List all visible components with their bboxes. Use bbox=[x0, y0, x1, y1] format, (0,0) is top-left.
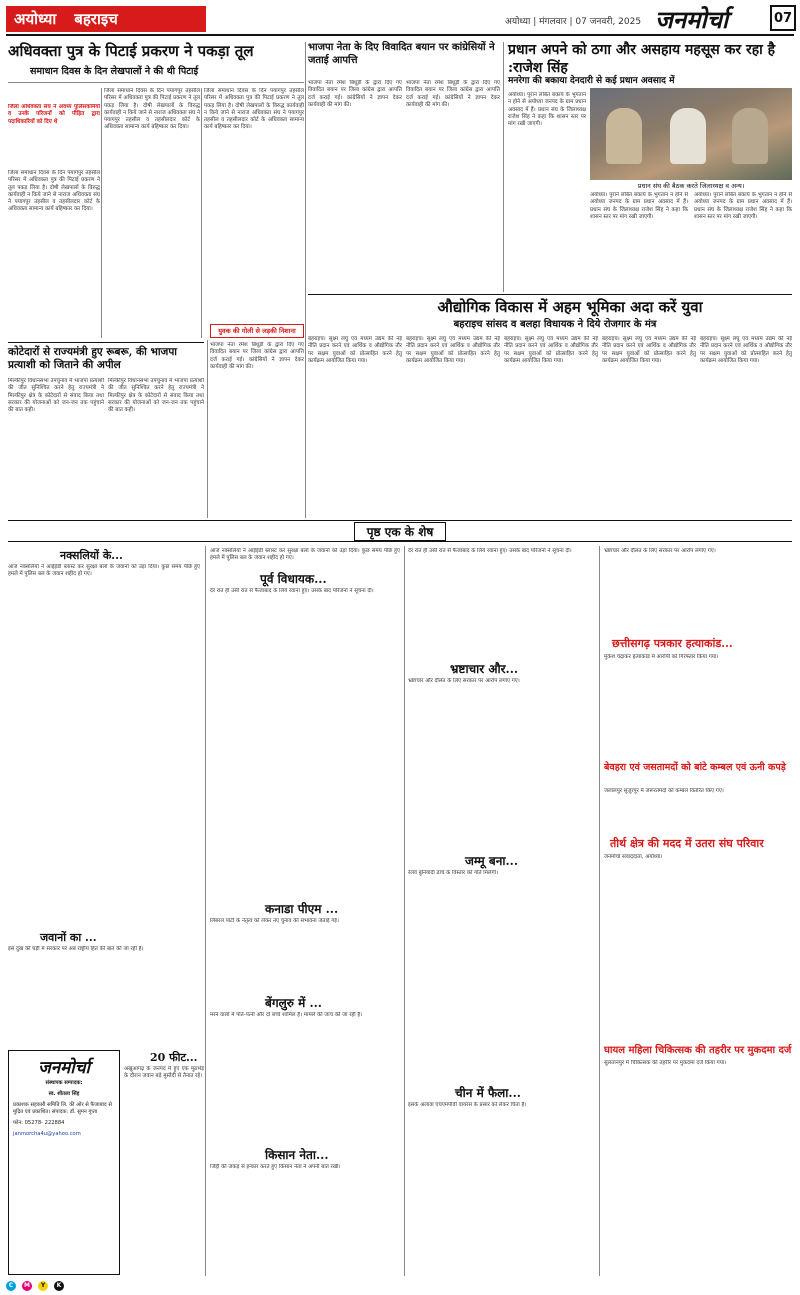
story5-body-col3: बहराइच। सूक्ष्म लघु एवं मध्यम उद्यम की नई नीति प्रदान करने एवं आर्थिक व औद्योगिक तौर पर सक्षम युवाओं को प्रोत्साहित करने हेतु कार्यक्रम आयोजित किया गया। bbox=[504, 336, 598, 364]
cont-body: सुलतानपुर में चिकित्सक की तहरीर पर मुकदमा दर्ज किया गया। bbox=[604, 1060, 727, 1066]
story4-body-col3: अयोध्या। पुराने लंबित बकाये के भुगतान न होने से अयोध्या जनपद के ग्राम प्रधान अवसाद में हैं। प्रधान संघ के जिलाध्यक्ष राजेश सिंह ने कहा कि शासन स्तर पर मांग रखी जाएगी। bbox=[694, 192, 792, 220]
story1-subhead: समाधान दिवस के दिन लेखपालों ने की थी पिटाई bbox=[30, 66, 199, 77]
imprint-email: janmorcha4u@yahoo.com bbox=[13, 1131, 81, 1137]
divider bbox=[8, 342, 204, 343]
column-rule bbox=[599, 546, 600, 1276]
story1-body-col2: जिला समाधान दिवस के दिन पयागपुर तहसील परिसर में अधिवक्ता पुत्र की पिटाई प्रकरण ने तूल पकड़ लिया है। दोषी लेखपालों के विरुद्ध कार्यवाही न किये जाने से नाराज अधिवक्ता संघ ने पयागपुर तहसील व तहसीलदार कोर्ट के अधिवक्ता सामान्य कार्य बहिष्कार कर दिया। bbox=[104, 88, 200, 131]
registration-mark-icon: C bbox=[6, 1281, 16, 1291]
cont-body: लिबरल पार्टी के नेतृत्व को लेकर नए चुनाव की संभावना जताई गई। bbox=[210, 918, 339, 924]
cont-body: भ्रष्टाचार और दौलत के लिए सरकार पर आरोप लगाए गए। bbox=[604, 548, 716, 554]
section-city: अयोध्या bbox=[14, 10, 57, 28]
imprint-logo: जनमोर्चा bbox=[38, 1058, 90, 1078]
story4-subhead: मनरेगा की बकाया देनदारी से कई प्रधान अवसाद में bbox=[508, 76, 675, 86]
story3-body-col2: भाजपा नेता रमेश बिधूड़ी के द्वारा दिए गए विवादित बयान पर जिला कांग्रेस द्वारा आपत्ति दर्ज कराई गई। कांग्रेसियों ने ज्ञापन देकर कार्यवाही की मांग की। bbox=[406, 80, 500, 108]
cont-body: आज नक्सलियों ने आईईडी ब्लास्ट कर सुरक्षा बलों के जवानों को उड़ा दिया। कुछ समय पीछे हुए हमले में पुलिस बल के जवान शहीद हो गए। bbox=[210, 548, 400, 562]
story3-body-col0: भाजपा नेता रमेश बिधूड़ी के द्वारा दिए गए विवादित बयान पर जिला कांग्रेस द्वारा आपत्ति दर्ज कराई गई। कांग्रेसियों ने ज्ञापन देकर कार्यवाही की मांग की। bbox=[210, 342, 304, 370]
story5-body-col2: बहराइच। सूक्ष्म लघु एवं मध्यम उद्यम की नई नीति प्रदान करने एवं आर्थिक व औद्योगिक तौर पर सक्षम युवाओं को प्रोत्साहित करने हेतु कार्यक्रम आयोजित किया गया। bbox=[406, 336, 500, 364]
story5-body-col5: बहराइच। सूक्ष्म लघु एवं मध्यम उद्यम की नई नीति प्रदान करने एवं आर्थिक व औद्योगिक तौर पर सक्षम युवाओं को प्रोत्साहित करने हेतु कार्यक्रम आयोजित किया गया। bbox=[700, 336, 792, 364]
cont-title: जवानों का ... bbox=[40, 931, 97, 944]
story4-body-col1: अयोध्या। पुराने लंबित बकाये के भुगतान न होने से अयोध्या जनपद के ग्राम प्रधान अवसाद में हैं। प्रधान संघ के जिलाध्यक्ष राजेश सिंह ने कहा कि शासन स्तर पर मांग रखी जाएगी। bbox=[508, 92, 586, 128]
cont-body: जिद्दी की जकड़ से इन्कार करते हुए किसान नेता ने अपनी बात रखी। bbox=[210, 1164, 341, 1170]
story3-headline: भाजपा नेता के दिए विवादित बयान पर कांग्रेसियों ने जताई आपत्ति bbox=[308, 42, 495, 66]
person-figure bbox=[606, 108, 642, 164]
cont-body: मरने वालों में पति-पत्नी और दो बच्चे शामिल हैं। मामले की जांच की जा रही है। bbox=[210, 1012, 363, 1018]
person-figure bbox=[732, 108, 768, 164]
cont-title: भ्रष्टाचार और... bbox=[450, 662, 519, 676]
story5-headline: औद्योगिक विकास में अहम भूमिका अदा करें युवा bbox=[437, 298, 703, 316]
column-rule bbox=[205, 546, 206, 1276]
story2-body-col1: मिल्कीपुर विधानसभा उपचुनाव में भाजपा प्रत्याशी की जीत सुनिश्चित करने हेतु राज्यमंत्री ने मिल्कीपुर क्षेत्र के कोटेदारों से संवाद किया तथा सरकार की योजनाओं को जन-जन तक पहुंचाने की बात कही। bbox=[8, 378, 104, 414]
story4-body-col2: अयोध्या। पुराने लंबित बकाये के भुगतान न होने से अयोध्या जनपद के ग्राम प्रधान अवसाद में हैं। प्रधान संघ के जिलाध्यक्ष राजेश सिंह ने कहा कि शासन स्तर पर मांग रखी जाएगी। bbox=[590, 192, 688, 220]
cont-title: नक्सलियों के... bbox=[60, 549, 123, 562]
imprint-body: प्रकाशक सहकारी समिति लि. की ओर से फैजाबाद से मुद्रित एवं प्रकाशित। संपादक: डॉ. सुमन गुप्ता bbox=[13, 1102, 112, 1115]
cont-body: रेलवे बुनियादी ढांचे के विस्तार को गति मिलेगी। bbox=[408, 870, 499, 876]
story5-subhead: बहराइच सांसद व बलहा विधायक ने दिये रोजगार के मंत्र bbox=[453, 319, 657, 330]
imprint-box bbox=[8, 1050, 120, 1275]
story4-headline: प्रधान अपने को ठगा और असहाय महसूस कर रहा है :राजेश सिंह bbox=[508, 42, 776, 76]
column-rule bbox=[101, 88, 102, 338]
section-header bbox=[6, 6, 206, 32]
column-rule bbox=[305, 42, 306, 518]
cont-title: बेंगलुरु में ... bbox=[265, 996, 322, 1010]
registration-mark-icon: Y bbox=[38, 1281, 48, 1291]
story2-body-col2: मिल्कीपुर विधानसभा उपचुनाव में भाजपा प्रत्याशी की जीत सुनिश्चित करने हेतु राज्यमंत्री ने मिल्कीपुर क्षेत्र के कोटेदारों से संवाद किया तथा सरकार की योजनाओं को जन-जन तक पहुंचाने की बात कही। bbox=[108, 378, 204, 414]
column-rule bbox=[207, 340, 208, 518]
story1-highlight: जिला अधिवक्ता संघ ने अवध्य पुलिसकर्मियों व उनके परिजनों को पीड़ित द्वारा पदाधिकारियों को दिए थे bbox=[8, 104, 100, 125]
cont-body: इसके अलावा एचएमपीवी वायरस के प्रसार को लेकर चिंता है। bbox=[408, 1102, 527, 1108]
divider bbox=[308, 294, 792, 295]
imprint-founder: संस्थापक सम्पादक: bbox=[45, 1080, 83, 1086]
section-district: बहराइच bbox=[74, 10, 118, 28]
story3-body-col1: भाजपा नेता रमेश बिधूड़ी के द्वारा दिए गए विवादित बयान पर जिला कांग्रेस द्वारा आपत्ति दर्ज कराई गई। कांग्रेसियों ने ज्ञापन देकर कार्यवाही की मांग की। bbox=[308, 80, 402, 108]
cont-title: पूर्व विधायक... bbox=[260, 572, 327, 586]
cont-body: भ्रष्टाचार और दौलत के लिए सरकार पर आरोप लगाए गए। bbox=[408, 678, 520, 684]
column-rule bbox=[201, 88, 202, 338]
imprint-phone: फोन: 05278- 222884 bbox=[13, 1120, 65, 1126]
divider bbox=[8, 82, 304, 83]
header-rule bbox=[6, 34, 794, 36]
imprint-founder-name: स्व. शीतला सिंह bbox=[48, 1091, 80, 1097]
story1-body-col1: जिला समाधान दिवस के दिन पयागपुर तहसील परिसर में अधिवक्ता पुत्र की पिटाई प्रकरण ने तूल पकड़ लिया है। दोषी लेखपालों के विरुद्ध कार्यवाही न किये जाने से नाराज अधिवक्ता संघ ने पयागपुर तहसील व तहसीलदार कोर्ट के अधिवक्ता सामान्य कार्य बहिष्कार कर दिया। bbox=[8, 170, 100, 213]
print-registration-strip bbox=[6, 1280, 794, 1291]
cont-title: घायल महिला चिकित्सक की तहरीर पर मुकदमा दर्ज bbox=[604, 1045, 792, 1056]
story1-highlight-box bbox=[8, 104, 100, 166]
cont-body: जलालपुर सुजुरपुर में जरूरतमंदों को कम्बल वितरित किए गए। bbox=[604, 788, 724, 794]
column-rule bbox=[404, 546, 405, 1276]
masthead-logo: जनमोर्चा bbox=[655, 5, 729, 34]
edition-date: अयोध्या | मंगलवार | 07 जनवरी, 2025 bbox=[505, 17, 642, 27]
cont-body: देर रात ही उसी रात से फैजाबाद के लिये रवाना हुए। उसके बाद परिजनों ने सूचना दी। bbox=[408, 548, 572, 554]
story3-box bbox=[210, 324, 304, 338]
registration-mark-icon: M bbox=[22, 1281, 32, 1291]
cont-title: 20 फीट... bbox=[150, 1051, 198, 1064]
story1-headline: अधिवक्ता पुत्र के पिटाई प्रकरण ने पकड़ा तूल bbox=[8, 42, 254, 60]
cont-body: मुकेश चंद्राकर हत्याकांड में आरोपी को गिरफ्तार किया गया। bbox=[604, 654, 719, 660]
continued-banner-label: पृष्ठ एक के शेष bbox=[354, 522, 447, 541]
cont-title: जम्मू बना... bbox=[465, 854, 518, 868]
cont-title: छत्तीसगढ़ पत्रकार हत्याकांड... bbox=[612, 637, 733, 650]
story3-box-title: युवक की गोली से लड़की निशाना bbox=[218, 327, 296, 335]
cont-title: कनाडा पीएम ... bbox=[265, 902, 339, 916]
cont-title: चीन में फैला... bbox=[455, 1086, 521, 1100]
column-rule bbox=[503, 42, 504, 292]
page-number: 07 bbox=[770, 5, 796, 31]
cont-body: इस दुख की घड़ी में सरकार पर अब राष्ट्रीय हित की बात की जा रही है। bbox=[8, 946, 144, 952]
person-figure bbox=[670, 108, 706, 164]
continued-banner bbox=[8, 520, 792, 542]
cont-title: बेवहरा एवं जसतामदों को बांटे कम्बल एवं ऊनी कपड़े bbox=[604, 762, 786, 773]
cont-title: किसान नेता... bbox=[265, 1148, 329, 1162]
story4-photo-caption: प्रधान संघ की बैठक करते जिलाध्यक्ष व अन्य। bbox=[637, 182, 745, 190]
cont-body: आज नक्सलियों ने आईईडी ब्लास्ट कर सुरक्षा बलों के जवानों को उड़ा दिया। कुछ समय पीछे हुए हमले में पुलिस बल के जवान शहीद हो गए। bbox=[8, 564, 200, 578]
cont-body: देर रात ही उसी रात से फैजाबाद के लिये रवाना हुए। उसके बाद परिजनों ने सूचना दी। bbox=[210, 588, 374, 594]
registration-mark-icon: K bbox=[54, 1281, 64, 1291]
story1-body-col3: जिला समाधान दिवस के दिन पयागपुर तहसील परिसर में अधिवक्ता पुत्र की पिटाई प्रकरण ने तूल पकड़ लिया है। दोषी लेखपालों के विरुद्ध कार्यवाही न किये जाने से नाराज अधिवक्ता संघ ने पयागपुर तहसील व तहसीलदार कोर्ट के अधिवक्ता सामान्य कार्य बहिष्कार कर दिया। bbox=[204, 88, 304, 131]
story2-headline: कोटेदारों से राज्यमंत्री हुए रूबरू, की भाजपा प्रत्याशी को जिताने की अपील bbox=[8, 346, 178, 372]
cont-body: अखुआगढ़ के जनपद में हुए एक मुठभेड़ के दौरान जवान बड़े मुस्तैदी से तैनात रहे। bbox=[124, 1066, 204, 1080]
story4-photo bbox=[590, 88, 792, 180]
story5-body-col1: बहराइच। सूक्ष्म लघु एवं मध्यम उद्यम की नई नीति प्रदान करने एवं आर्थिक व औद्योगिक तौर पर सक्षम युवाओं को प्रोत्साहित करने हेतु कार्यक्रम आयोजित किया गया। bbox=[308, 336, 402, 364]
cont-body: जनमोर्चा संवाददाता, अयोध्या। bbox=[604, 854, 663, 860]
cont-title: तीर्थ क्षेत्र की मदद में उतरा संघ परिवार bbox=[610, 837, 764, 850]
story5-body-col4: बहराइच। सूक्ष्म लघु एवं मध्यम उद्यम की नई नीति प्रदान करने एवं आर्थिक व औद्योगिक तौर पर सक्षम युवाओं को प्रोत्साहित करने हेतु कार्यक्रम आयोजित किया गया। bbox=[602, 336, 696, 364]
